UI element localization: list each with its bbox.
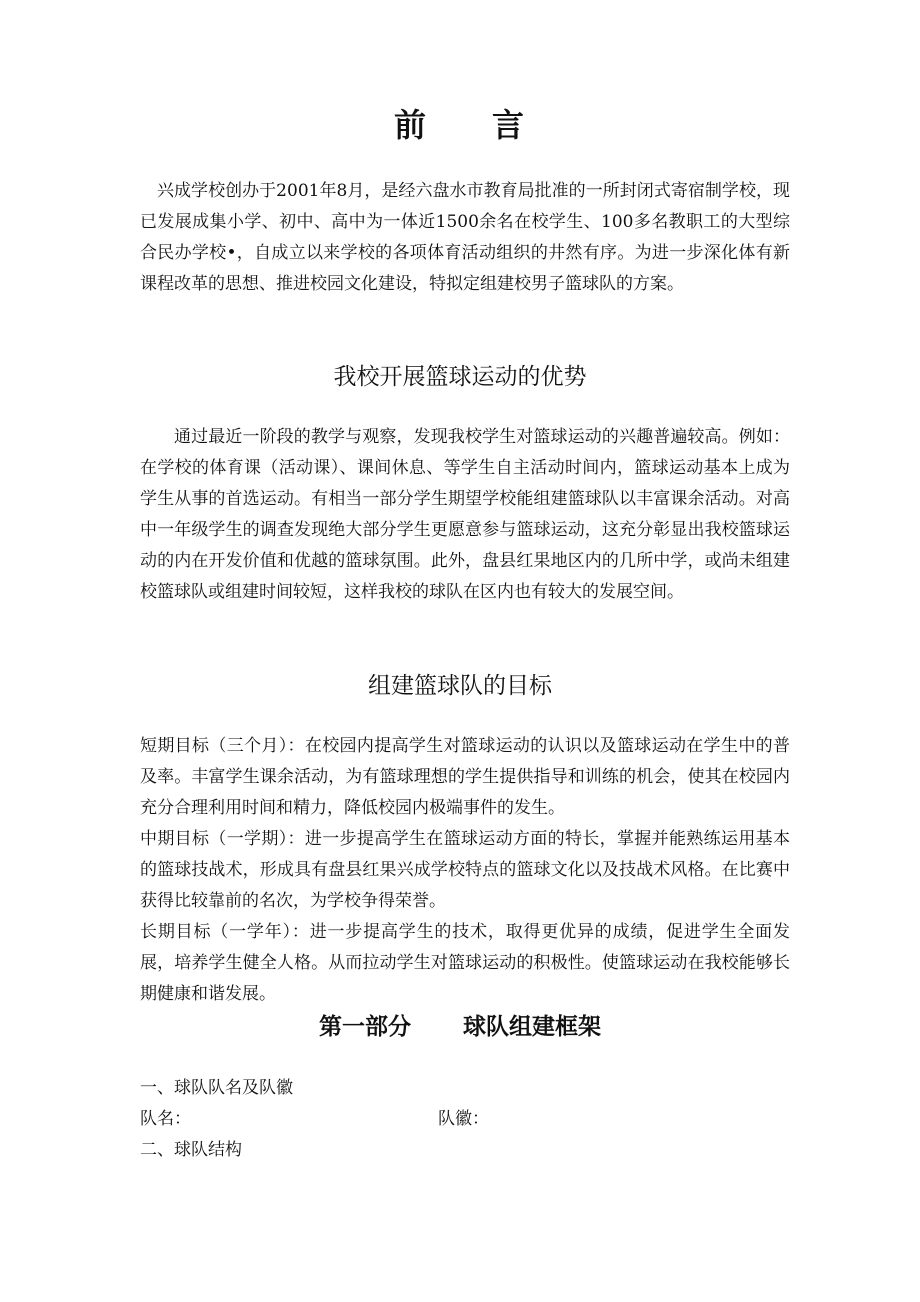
preface-body: 兴成学校创办于2001年8月，是经六盘水市教育局批准的一所封闭式寄宿制学校，现已发展成集小学、初中、高中为一体近1500余名在校学生、100多名教职工的大型综合民办学校•，自成立以来学校的各项体育活动组织的井然有序。为进一步深化体有新课程改革的思想、推进校园文化建设，特拟定组建校男子篮球队的方案。 — [140, 181, 790, 294]
goals-title: 组建篮球队的目标 — [368, 673, 552, 699]
short-term-goal: 短期目标（三个月）：在校园内提高学生对篮球运动的认识以及篮球运动在学生中的普及率。丰富学生课余活动，为有篮球理想的学生提供指导和训练的机会，使其在校园内充分合理利用时间和精力，降低校园内极端事件的发生。 — [140, 736, 790, 818]
team-structure-heading: 二、球队结构 — [140, 1140, 242, 1160]
part-one-title — [0, 1008, 920, 1041]
mid-term-goal: 中期目标（一学期）：进一步提高学生在篮球运动方面的特长，掌握并能熟练运用基本的篮球技战术，形成具有盘县红果兴成学校特点的篮球文化以及技战术风格。在比赛中获得比较靠前的名次，为学校争得荣誉。 — [140, 829, 790, 911]
team-name-badge-heading: 一、球队队名及队徽 — [140, 1078, 293, 1098]
preface-title-part2: 言 — [492, 106, 527, 144]
advantages-title: 我校开展篮球运动的优势 — [333, 364, 587, 390]
team-badge-label: 队徽： — [438, 1109, 489, 1129]
part-one-title-b: 球队组建框架 — [463, 1013, 601, 1040]
team-name-label: 队名： — [140, 1109, 191, 1129]
preface-title-part1: 前 — [393, 106, 428, 144]
preface-title — [0, 100, 920, 146]
part-one-title-a: 第一部分 — [319, 1013, 411, 1040]
advantages-body: 通过最近一阶段的教学与观察，发现我校学生对篮球运动的兴趣普遍较高。例如：在学校的体育课（活动课）、课间休息、等学生自主活动时间内，篮球运动基本上成为学生从事的首选运动。有相当一部分学生期望学校能组建篮球队以丰富课余活动。对高中一年级学生的调查发现绝大部分学生更愿意参与篮球运动，这充分彰显出我校篮球运动的内在开发价值和优越的篮球氛围。此外，盘县红果地区内的几所中学，或尚未组建校篮球队或组建时间较短，这样我校的球队在区内也有较大的发展空间。 — [140, 427, 790, 602]
long-term-goal: 长期目标（一学年）：进一步提高学生的技术，取得更优异的成绩，促进学生全面发展，培养学生健全人格。从而拉动学生对篮球运动的积极性。使篮球运动在我校能够长期健康和谐发展。 — [140, 922, 790, 1004]
